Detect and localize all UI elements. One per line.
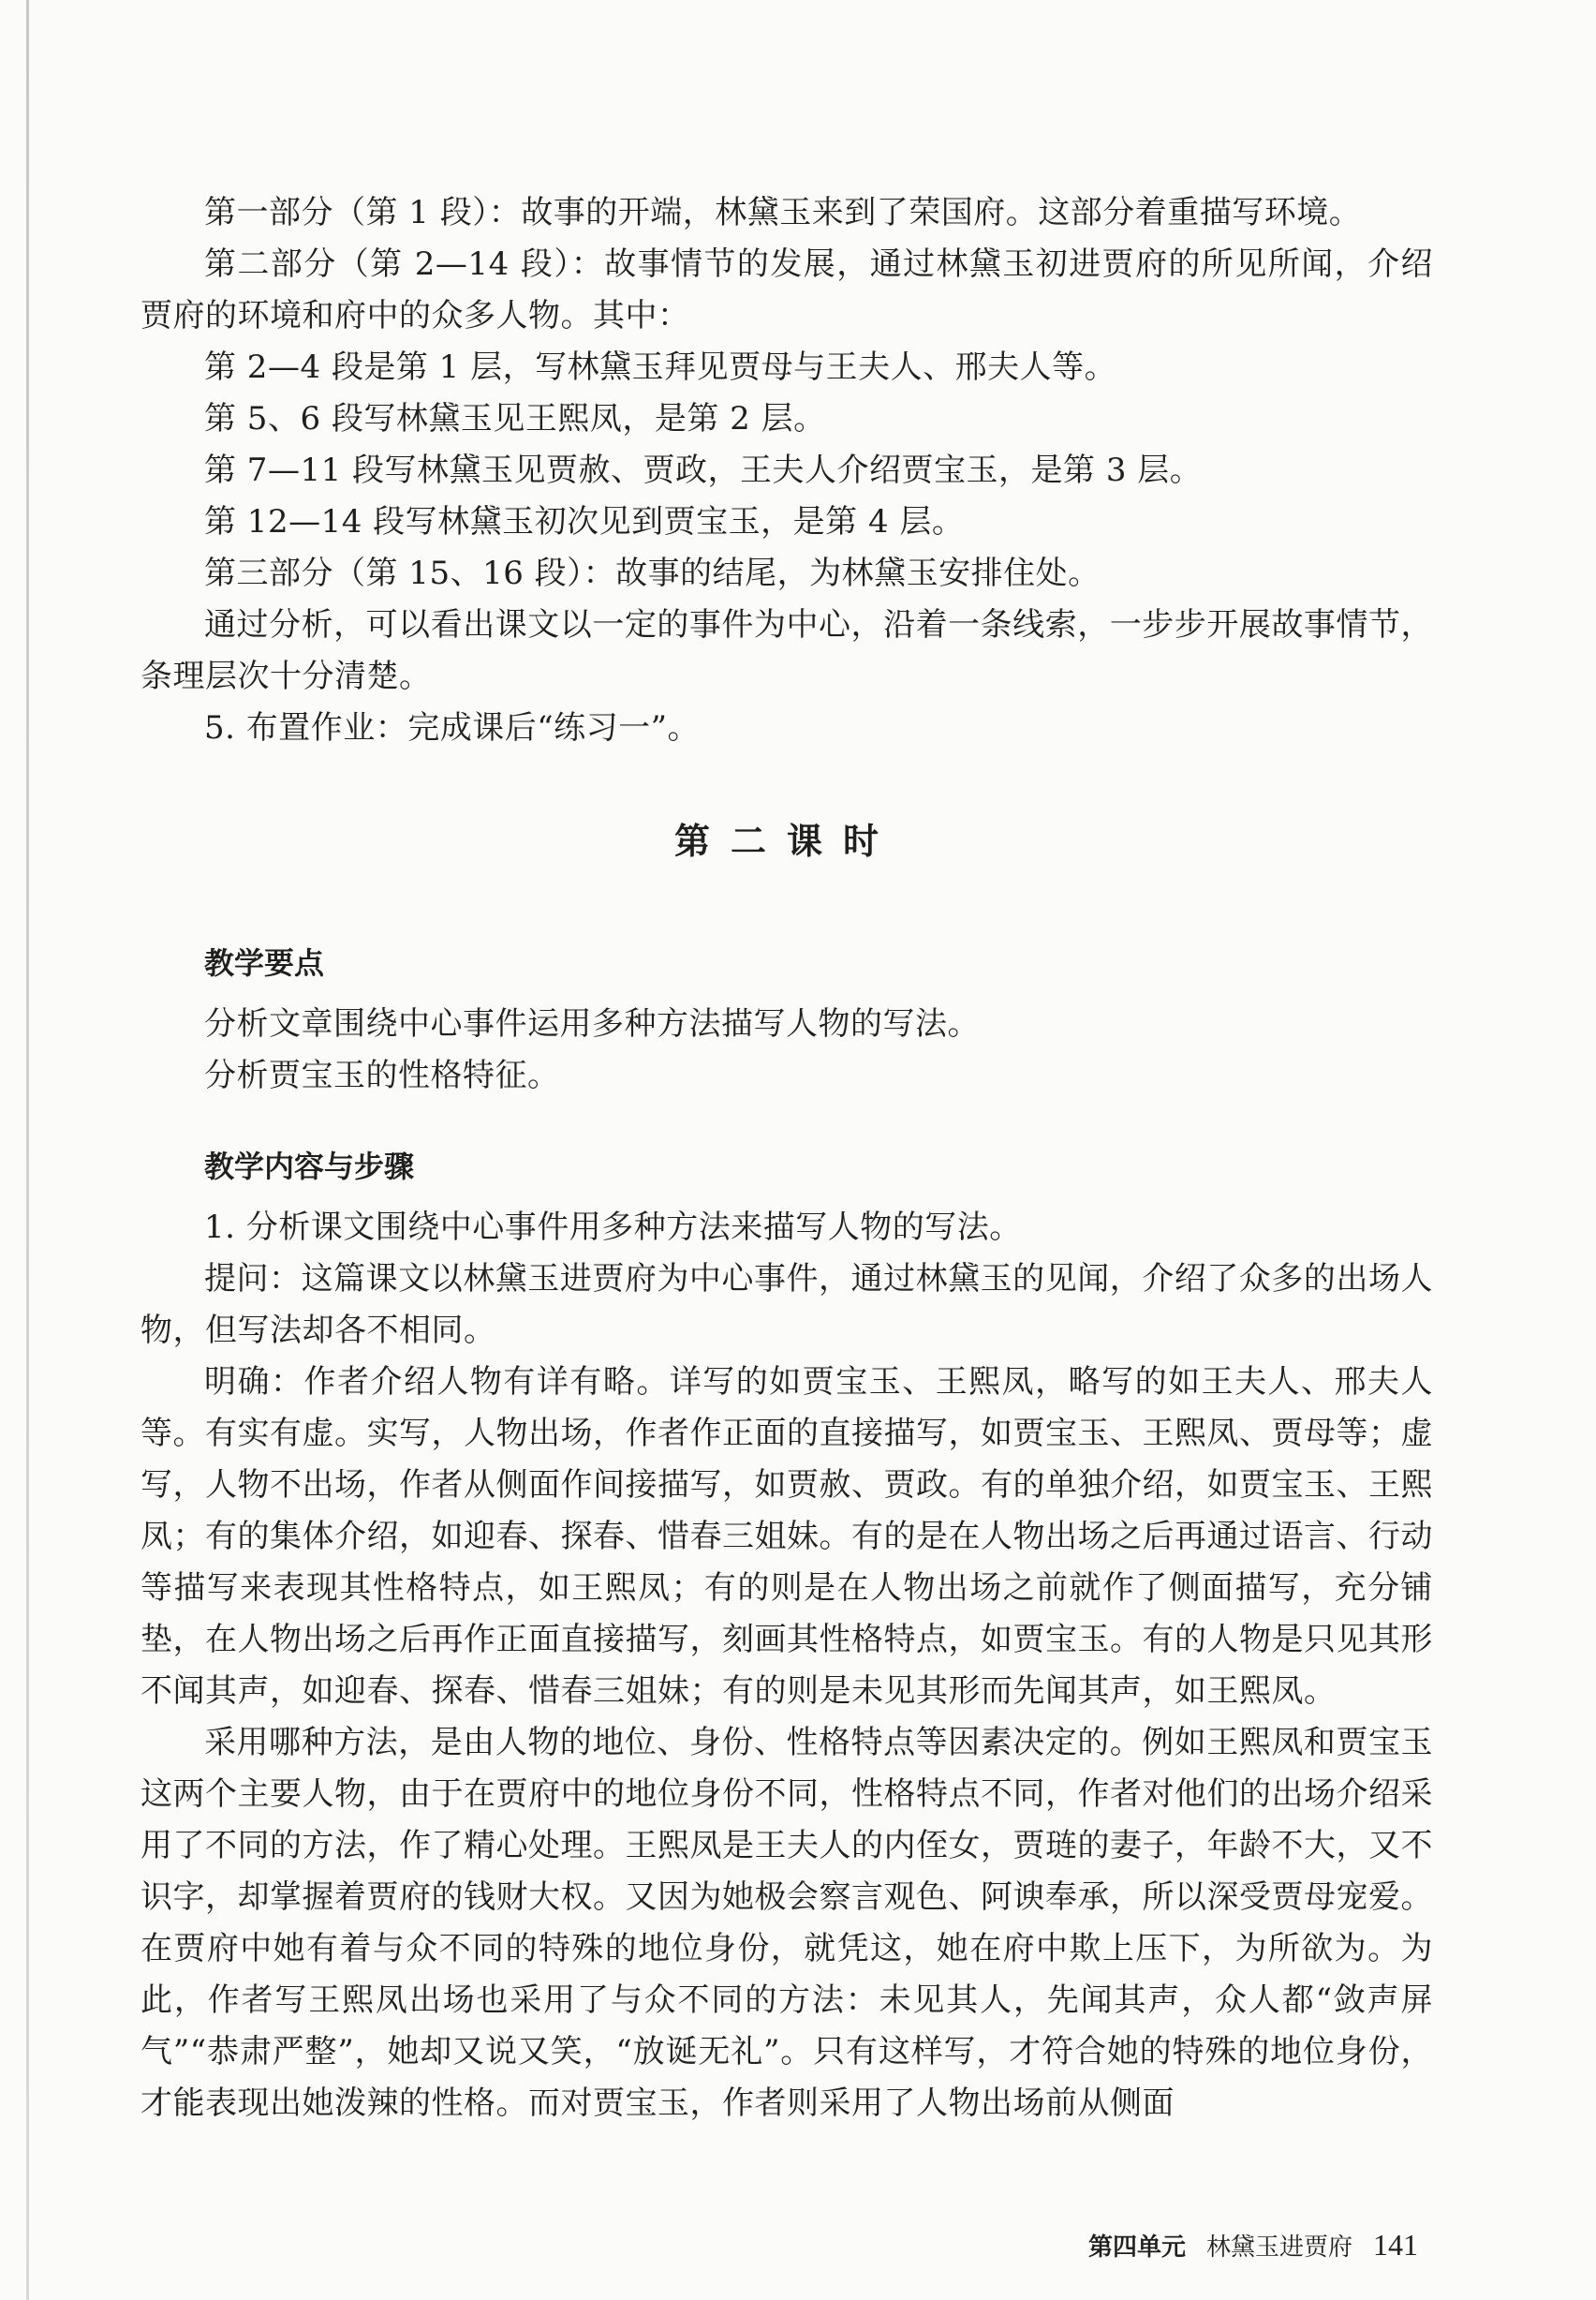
key-point-item: 分析贾宝玉的性格特征。 bbox=[204, 1057, 560, 1094]
footer-lesson: 林黛玉进贾府 bbox=[1205, 2233, 1352, 2262]
page-body bbox=[140, 187, 1433, 2129]
key-point-item: 分析文章围绕中心事件运用多种方法描写人物的写法。 bbox=[204, 1005, 980, 1043]
layer3-paragraph: 第 7—11 段写林黛玉见贾赦、贾政，王夫人介绍贾宝玉，是第 3 层。 bbox=[204, 452, 1203, 489]
steps-heading: 教学内容与步骤 bbox=[204, 1149, 415, 1184]
footer-unit: 第四单元 bbox=[1087, 2233, 1186, 2262]
page-footer bbox=[1088, 2228, 1418, 2263]
analysis-paragraph: 通过分析，可以看出课文以一定的事件为中心，沿着一条线索，一步步开展故事情节，条理层次十分清楚。 bbox=[140, 606, 1433, 695]
layer2-paragraph: 第 5、6 段写林黛玉见王熙凤，是第 2 层。 bbox=[204, 400, 826, 438]
method-paragraph: 采用哪种方法，是由人物的地位、身份、性格特点等因素决定的。例如王熙凤和贾宝玉这两个主要人物，由于在贾府中的地位身份不同，性格特点不同，作者对他们的出场介绍采用了不同的方法，作了精心处理。王熙凤是王夫人的内侄女，贾琏的妻子，年龄不大，又不识字，却掌握着贾府的钱财大权。又因为她极会察言观色、阿谀奉承，所以深受贾母宠爱。在贾府中她有着与众不同的特殊的地位身份，就凭这，她在府中欺上压下，为所欲为。为此，作者写王熙凤出场也采用了与众不同的方法：未见其人，先闻其声，众人都“敛声屏气”“恭肃严整”，她却又说又笑，“放诞无礼”。只有这样写，才符合她的特殊的地位身份，才能表现出她泼辣的性格。而对贾宝玉，作者则采用了人物出场前从侧面 bbox=[140, 1724, 1433, 2122]
answer-paragraph: 明确：作者介绍人物有详有略。详写的如贾宝玉、王熙凤，略写的如王夫人、邢夫人等。有实有虚。实写，人物出场，作者作正面的直接描写，如贾宝玉、王熙凤、贾母等；虚写，人物不出场，作者从侧面作间接描写，如贾赦、贾政。有的单独介绍，如贾宝玉、王熙凤；有的集体介绍，如迎春、探春、惜春三姐妹。有的是在人物出场之后再通过语言、行动等描写来表现其性格特点，如王熙凤；有的则是在人物出场之前就作了侧面描写，充分铺垫，在人物出场之后再作正面直接描写，刻画其性格特点，如贾宝玉。有的人物是只见其形不闻其声，如迎春、探春、惜春三姐妹；有的则是未见其形而先闻其声，如王熙凤。 bbox=[140, 1363, 1433, 1710]
question-paragraph: 提问：这篇课文以林黛玉进贾府为中心事件，通过林黛玉的见闻，介绍了众多的出场人物，但写法却各不相同。 bbox=[140, 1260, 1433, 1349]
part3-paragraph: 第三部分（第 15、16 段）：故事的结尾，为林黛玉安排住处。 bbox=[204, 555, 1101, 592]
key-points-heading: 教学要点 bbox=[204, 945, 325, 981]
page-number: 141 bbox=[1373, 2228, 1418, 2262]
part2-paragraph: 第二部分（第 2—14 段）：故事情节的发展，通过林黛玉初进贾府的所见所闻，介绍贾府的环境和府中的众多人物。其中： bbox=[140, 245, 1433, 334]
step-paragraph: 1. 分析课文围绕中心事件用多种方法来描写人物的写法。 bbox=[204, 1209, 1022, 1246]
part1-paragraph: 第一部分（第 1 段）：故事的开端，林黛玉来到了荣国府。这部分着重描写环境。 bbox=[204, 194, 1362, 231]
layer1-paragraph: 第 2—4 段是第 1 层，写林黛玉拜见贾母与王夫人、邢夫人等。 bbox=[204, 349, 1117, 386]
scan-edge bbox=[26, 0, 29, 2300]
layer4-paragraph: 第 12—14 段写林黛玉初次见到贾宝玉，是第 4 层。 bbox=[204, 503, 965, 541]
lesson-title: 第二课时 bbox=[673, 821, 899, 862]
homework-paragraph: 5. 布置作业：完成课后“练习一”。 bbox=[204, 709, 701, 747]
